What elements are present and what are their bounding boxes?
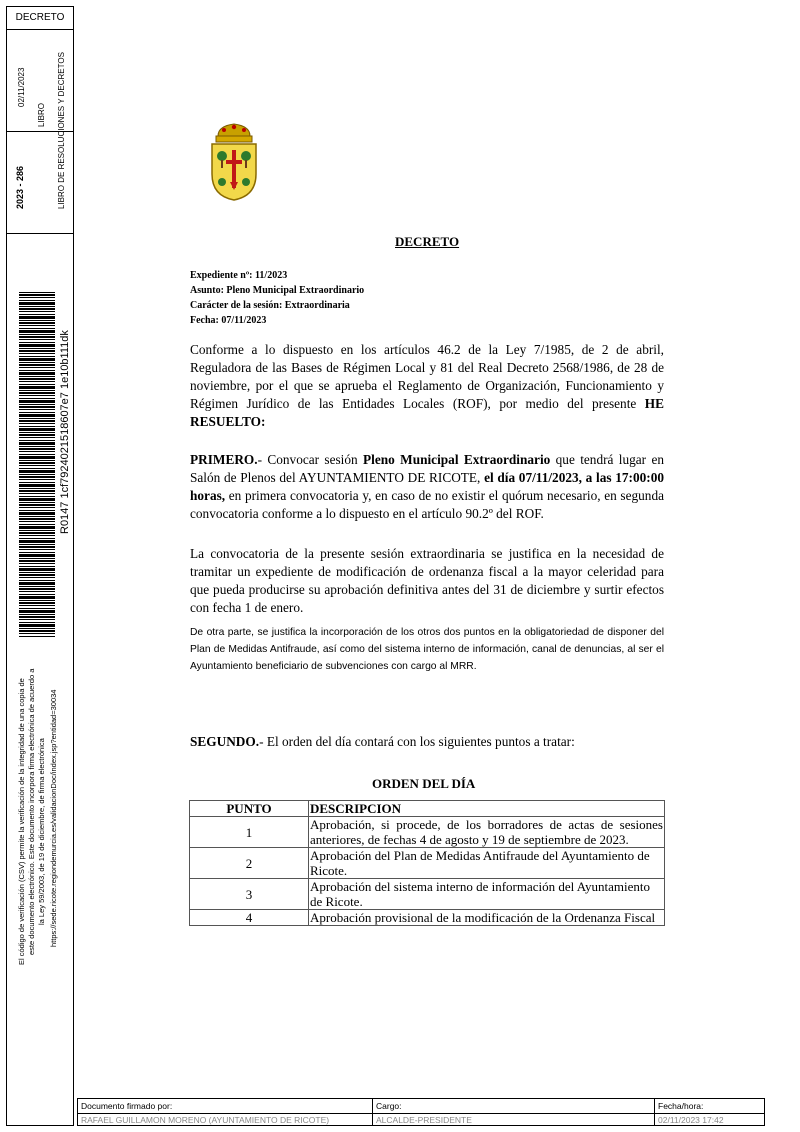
segundo-label: SEGUNDO.: [190, 734, 260, 749]
csv-code: R0147 1cf7924021518607e7 1e10b111dk: [59, 330, 71, 534]
libro-label: LIBRO: [37, 102, 46, 127]
primero-text-a: - Convocar sesión: [257, 452, 364, 467]
primero-text-c: que tendrá lugar en Salón de Plenos del AYUNTAMIENTO DE RICOTE,: [190, 452, 665, 485]
row-description: Aprobación provisional de la modificación de la Ordenanza Fiscal: [309, 910, 665, 926]
row-number: 3: [190, 879, 309, 910]
verification-url[interactable]: https://sede.ricote.regiondemurcia.es/validacionDoc/index.jsp?entidad=30034: [49, 689, 58, 947]
table-row: [190, 910, 665, 926]
orden-title: ORDEN DEL DÍA: [372, 776, 476, 791]
orden-table: [189, 800, 665, 926]
otra-parte-paragraph: De otra parte, se justifica la incorporación de los otros dos puntos en la obligatoriedad de disponer del Plan de Medidas Antifraude, así como del sistema interno de información, canal de denuncias, al ser el Ayuntamiento beneficiario de subvenciones con cargo al MRR.: [190, 627, 664, 672]
table-header-row: [190, 801, 665, 817]
header-descripcion: DESCRIPCION: [309, 801, 665, 817]
verification-sidebar: [6, 6, 74, 1126]
primero-text-e: en primera convocatoria y, en caso de no existir el quórum necesario, en segunda convocatoria conforme a lo dispuesto en el artículo 90.2º del ROF.: [190, 488, 664, 521]
signature-footer: [77, 1098, 765, 1126]
primero-date: el día 07/11/2023, a las 17:00:00 horas,: [190, 470, 664, 503]
fecha-value: 02/11/2023 17:42: [655, 1113, 764, 1127]
table-row: [190, 879, 665, 910]
intro-text: Conforme a lo dispuesto en los artículos 46.2 de la Ley 7/1985, de 2 de abril, Reguladora de las Bases de Régimen Local y 81 del Real Decreto 2568/1986, de 28 de noviembre, por el que se aprueba el Reglamento de Organización, Funcionamiento y Régimen Jurídico de las Entidades Locales (ROF), por medio del presente: [190, 342, 664, 411]
document-meta: [190, 268, 364, 328]
decree-number: 2023 - 286: [15, 165, 25, 209]
primero-paragraph: [190, 451, 664, 523]
meta-asunto: Asunto: Pleno Municipal Extraordinario: [190, 285, 365, 296]
coat-of-arms-icon: [208, 122, 260, 202]
primero-label: PRIMERO.: [190, 452, 258, 467]
libro-name: LIBRO DE RESOLUCIONES Y DECRETOS: [57, 52, 66, 209]
intro-paragraph: [190, 341, 664, 431]
cargo-value: ALCALDE-PRESIDENTE: [373, 1113, 654, 1127]
justifica-paragraph: La convocatoria de la presente sesión extraordinaria se justifica en la necesidad de tramitar un expediente de modificación de ordenanza fiscal a la mayor celeridad para que pueda producirse su aprobación definitiva antes del 31 de diciembre y surtir efectos con fecha 1 de enero.: [190, 546, 664, 615]
cargo-cell: [372, 1098, 655, 1126]
cargo-label: Cargo:: [376, 1101, 402, 1111]
segundo-text: - El orden del día contará con los siguientes puntos a tratar:: [259, 734, 575, 749]
verification-line-3: la Ley 59/2003, de 19 de diciembre, de firma electrónica: [37, 738, 46, 925]
signer-label: Documento firmado por:: [81, 1101, 173, 1111]
sidebar-date: 02/11/2023: [17, 67, 26, 107]
table-row: [190, 817, 665, 848]
document-title: DECRETO: [395, 234, 460, 249]
fecha-cell: [654, 1098, 765, 1126]
signer-cell: [77, 1098, 373, 1126]
row-description: Aprobación del sistema interno de información del Ayuntamiento de Ricote.: [309, 879, 665, 910]
sidebar-header: DECRETO: [7, 7, 73, 30]
meta-expediente: Expediente nº: 11/2023: [190, 270, 288, 281]
row-number: 4: [190, 910, 309, 926]
row-description: Aprobación, si procede, de los borradores de actas de sesiones anteriores, de fechas 4 de agosto y 19 de septiembre de 2023.: [310, 817, 663, 847]
header-punto: PUNTO: [190, 801, 309, 817]
fecha-label: Fecha/hora:: [658, 1101, 704, 1111]
verification-line-1: El código de verificación (CSV) permite la verificación de la integridad de una copia de: [17, 678, 26, 965]
row-number: 2: [190, 848, 309, 879]
signer-value: RAFAEL GUILLAMON MORENO (AYUNTAMIENTO DE RICOTE): [78, 1113, 372, 1127]
meta-caracter: Carácter de la sesión: Extraordinaria: [190, 300, 350, 311]
table-row: [190, 848, 665, 879]
he-resuelto: HE RESUELTO:: [190, 396, 664, 429]
row-description: Aprobación del Plan de Medidas Antifraude del Ayuntamiento de Ricote.: [309, 848, 665, 879]
primero-session: Pleno Municipal Extraordinario: [363, 452, 551, 467]
meta-fecha: Fecha: 07/11/2023: [190, 315, 267, 326]
barcode: [19, 292, 55, 637]
row-number: 1: [190, 817, 309, 848]
verification-line-2: este documento electrónico. Este documento incorpora firma electrónica de acuerdo a: [27, 668, 36, 955]
segundo-paragraph: [190, 733, 664, 751]
